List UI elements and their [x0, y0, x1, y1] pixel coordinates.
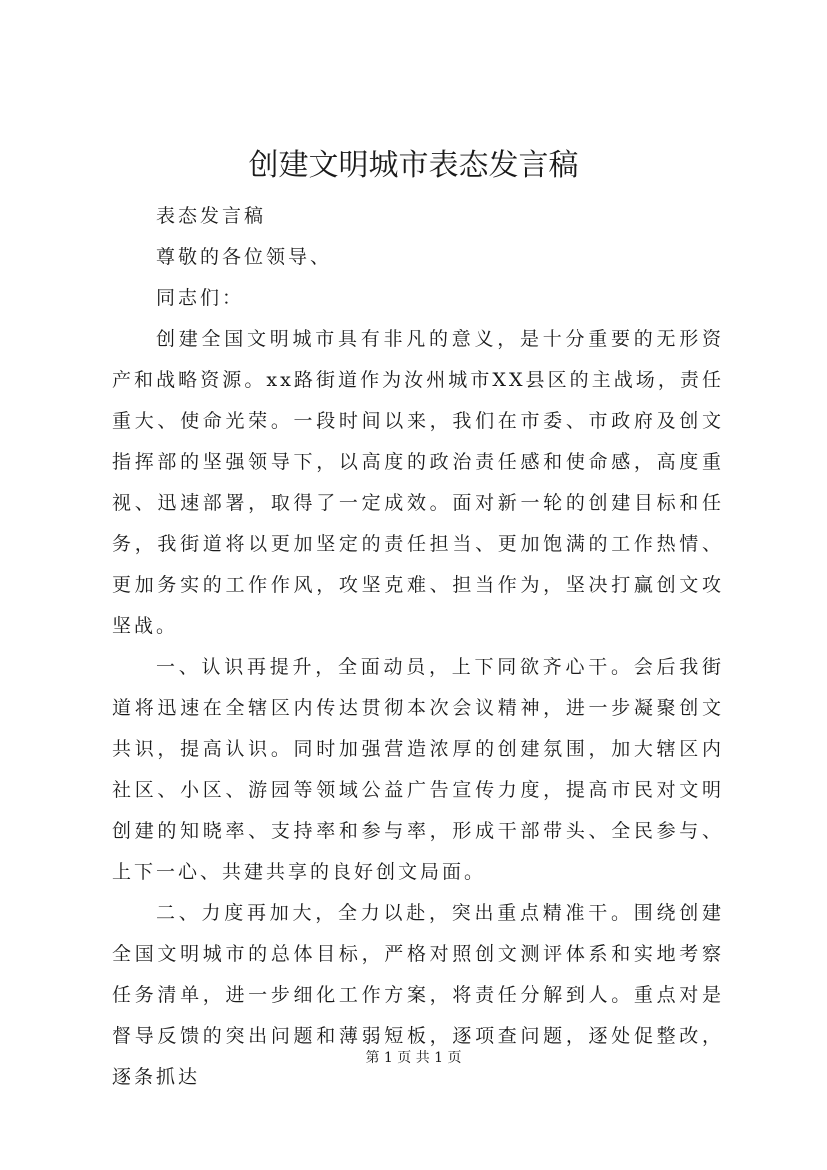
body-paragraph: 表态发言稿: [156, 205, 267, 227]
document-title: 创建文明城市表态发言稿: [248, 148, 579, 183]
body-paragraph: 二、力度再加大，全力以赴，突出重点精准干。围绕创建全国文明城市的总体目标，严格对照创文测评体系和实地考察任务清单，进一步细化工作方案，将责任分解到人。重点对是督导反馈的突出问题和薄弱短板，逐项查问题，逐处促整改，逐条抓达: [112, 902, 724, 1088]
body-paragraph: 尊敬的各位领导、: [156, 246, 333, 268]
page-number-footer: 第 1 页 共 1 页: [365, 1050, 462, 1066]
document-body: [112, 196, 724, 1098]
body-paragraph: 一、认识再提升，全面动员，上下同欲齐心干。会后我街道将迅速在全辖区内传达贯彻本次会议精神，进一步凝聚创文共识，提高认识。同时加强营造浓厚的创建氛围，加大辖区内社区、小区、游园等领域公益广告宣传力度，提高市民对文明创建的知晓率、支持率和参与率，形成干部带头、全民参与、上下一心、共建共享的良好创文局面。: [112, 656, 724, 883]
body-paragraph: 同志们：: [156, 287, 245, 309]
body-paragraph: 创建全国文明城市具有非凡的意义，是十分重要的无形资产和战略资源。xx路街道作为汝州城市XX县区的主战场，责任重大、使命光荣。一段时间以来，我们在市委、市政府及创文指挥部的坚强领导下，以高度的政治责任感和使命感，高度重视、迅速部署，取得了一定成效。面对新一轮的创建目标和任务，我街道将以更加坚定的责任担当、更加饱满的工作热情、更加务实的工作作风，攻坚克难、担当作为，坚决打赢创文攻坚战。: [112, 328, 724, 637]
